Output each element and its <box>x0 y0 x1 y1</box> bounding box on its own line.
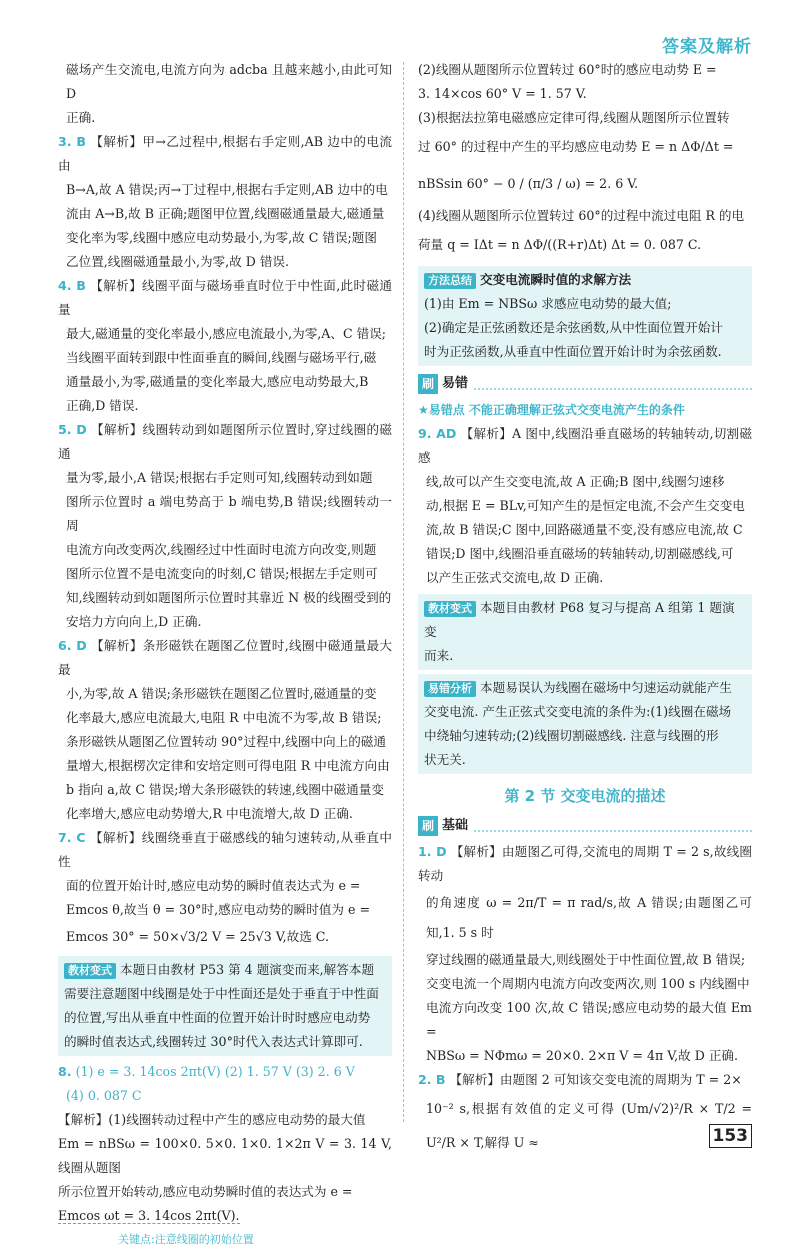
text-line: 荷量 q = IΔt = n ΔΦ/((R+r)Δt) Δt = 0. 087 C. <box>418 237 702 252</box>
text-line: (2)确定是正弦函数还是余弦函数,从中性面位置开始计 <box>424 320 723 335</box>
text-line: 【解析】A 图中,线圈沿垂直磁场的转轴转动,切割磁感 <box>418 426 752 465</box>
answer-summary: (4) 0. 087 C <box>66 1088 142 1103</box>
text-line: 通量最小,为零,磁通量的变化率最大,感应电动势最大,B <box>66 374 369 389</box>
method-summary-box <box>418 266 752 366</box>
text-line: 穿过线圈的磁通量最大,则线圈处于中性面位置,故 B 错误; <box>426 952 746 967</box>
text-line: 【解析】甲→乙过程中,根据右手定则,AB 边中的电流由 <box>58 134 392 173</box>
text-line: Emcos 30° = 50×√3/2 V = 25√3 V,故选 C. <box>66 929 329 944</box>
text-line: 化率增大,感应电动势增大,R 中电流增大,故 D 正确. <box>66 806 353 821</box>
answer-number: 6. D <box>58 638 87 653</box>
text-line: 正确,D 错误. <box>66 398 139 413</box>
text-line: 中绕轴匀速转动;(2)线圈切割磁感线. 注意与线圈的形 <box>424 728 719 743</box>
text-line: 流由 A→B,故 B 正确;题图甲位置,线圈磁通量最大,磁通量 <box>66 206 385 221</box>
column-divider <box>403 62 404 1122</box>
dotted-rule <box>474 820 752 832</box>
text-line: 条形磁铁从题图乙位置转动 90°过程中,线圈中向上的磁通 <box>66 734 386 749</box>
answer-4 <box>58 274 392 418</box>
text-line: 电流方向改变 100 次,故 C 错误;感应电动势的最大值 Em = <box>426 1000 752 1039</box>
page-number: 153 <box>709 1124 753 1148</box>
text-line: 错误;D 图中,线圈沿垂直磁场的转轴转动,切割磁感线,可 <box>426 546 734 561</box>
text-line: 【解析】线圈平面与磁场垂直时位于中性面,此时磁通量 <box>58 278 392 317</box>
text-line: 最大,磁通量的变化率最小,感应电流最小,为零,A、C 错误; <box>66 326 387 341</box>
text-line: 量为零,最小,A 错误;根据右手定则可知,线圈转动到如题 <box>66 470 373 485</box>
text-line: 10⁻² s,根据有效值的定义可得 (Um/√2)²/R × T/2 = U²/R × T,解得 U ≈ <box>426 1101 752 1150</box>
section-badge: 刷 <box>418 816 438 836</box>
section-badge: 刷 <box>418 374 438 394</box>
text-line: 磁场产生交流电,电流方向为 adcba 且越来越小,由此可知 D <box>66 62 392 101</box>
header-title: 答案及解析 <box>662 37 752 57</box>
text-line: (1)由 Em = NBSω 求感应电动势的最大值; <box>424 296 672 311</box>
text-line: 面的位置开始计时,感应电动势的瞬时值表达式为 e = <box>66 878 361 893</box>
text-line: 本题目由教材 P68 复习与提高 A 组第 1 题演变 <box>424 600 735 639</box>
text-line: 正确. <box>66 110 96 125</box>
text-line: nBSsin 60° − 0 / (π/3 / ω) = 2. 6 V. <box>418 176 639 191</box>
box-tag: 教材变式 <box>64 963 116 979</box>
text-line: 的位置,写出从垂直中性面的位置开始计时时感应电动势 <box>64 1010 371 1025</box>
text-line: 本题易误认为线圈在磁场中匀速运动就能产生 <box>480 680 732 695</box>
text-line: 电流方向改变两次,线圈经过中性面时电流方向改变,则题 <box>66 542 377 557</box>
text-line: 本题日由教材 P53 第 4 题演变而来,解答本题 <box>120 962 375 977</box>
text-line: 的瞬时值表达式,线圈转过 30°时代入表达式计算即可. <box>64 1034 363 1049</box>
text-line: 安培力方向向上,D 正确. <box>66 614 202 629</box>
text-line: 变化率为零,线圈中感应电动势最小,为零,故 C 错误;题图 <box>66 230 377 245</box>
text-line: 图所示位置时 a 端电势高于 b 端电势,B 错误;线圈转动一周 <box>66 494 392 533</box>
answer-number: 1. D <box>418 844 447 859</box>
text-line: 【解析】线圈转动到如题图所示位置时,穿过线圈的磁通 <box>58 422 392 461</box>
text-line: 而来. <box>424 648 454 663</box>
text-line: 过 60° 的过程中产生的平均感应电动势 E = n ΔΦ/Δt = <box>418 139 734 154</box>
box-title: 交变电流瞬时值的求解方法 <box>480 272 632 287</box>
mistake-analysis-box <box>418 674 752 774</box>
answer-number: 7. C <box>58 830 86 845</box>
text-line: 交变电流. 产生正弦式交变电流的条件为:(1)线圈在磁场 <box>424 704 732 719</box>
text-line: (3)根据法拉第电磁感应定律可得,线圈从题图所示位置转 <box>418 110 730 125</box>
text-line: 需要注意题图中线圈是处于中性面还是处于垂直于中性面 <box>64 986 379 1001</box>
answer-3 <box>58 130 392 274</box>
text-line: 线,故可以产生交变电流,故 A 正确;B 图中,线圈匀速移 <box>426 474 725 489</box>
answer-6 <box>58 634 392 826</box>
text-line: 交变电流一个周期内电流方向改变两次,则 100 s 内线圈中 <box>426 976 750 991</box>
text-line: 流,故 B 错误;C 图中,回路磁通量不变,没有感应电流,故 C <box>426 522 743 537</box>
answer-5 <box>58 418 392 634</box>
answer-number: 2. B <box>418 1072 446 1087</box>
text-line: 的角速度 ω = 2π/T = π rad/s,故 A 错误;由题图乙可知,1. 5 s 时 <box>426 895 752 940</box>
text-line: 以产生正弦式交流电,故 D 正确. <box>426 570 604 585</box>
answer-summary: (1) e = 3. 14cos 2πt(V) (2) 1. 57 V (3) 2. 6 V <box>75 1064 355 1079</box>
answer-number: 5. D <box>58 422 87 437</box>
right-column <box>418 58 752 1160</box>
text-line: 时为正弦函数,从垂直中性面位置开始计时为余弦函数. <box>424 344 722 359</box>
answer-1 <box>418 840 752 1068</box>
text-line: B→A,故 A 错误;丙→丁过程中,根据右手定则,AB 边中的电 <box>66 182 388 197</box>
text-line: 动,根据 E = BLv,可知产生的是恒定电流,不会产生交变电 <box>426 498 745 513</box>
text-line: (4)线圈从题图所示位置转过 60°的过程中流过电阻 R 的电 <box>418 208 745 223</box>
text-line: 【解析】由题图乙可得,交流电的周期 T = 2 s,故线圈转动 <box>418 844 752 883</box>
text-line: b 指向 a,故 C 错误;增大条形磁铁的转速,线圈中磁通量变 <box>66 782 384 797</box>
section-title: 易错 <box>442 376 469 391</box>
answer-7 <box>58 826 392 952</box>
textbook-variant-box <box>58 956 392 1056</box>
text-line: (2)线圈从题图所示位置转过 60°时的感应电动势 E = <box>418 62 717 77</box>
text-line: 【解析】(1)线圈转动过程中产生的感应电动势的最大值 <box>58 1112 366 1127</box>
text-line: 图所示位置不是电流变向的时刻,C 错误;根据左手定则可 <box>66 566 378 581</box>
section-header-mistakes <box>418 372 752 396</box>
answer-2 <box>418 1068 752 1160</box>
text-line: 状无关. <box>424 752 466 767</box>
answer-number: 3. B <box>58 134 86 149</box>
text-line: Em = nBSω = 100×0. 5×0. 1×0. 1×2π V = 3. 14 V,线圈从题图 <box>58 1136 392 1175</box>
text-line: 化率最大,感应电流最大,电阻 R 中电流不为零,故 B 错误; <box>66 710 382 725</box>
answer-number: 8. <box>58 1064 72 1079</box>
chapter-title: 第 2 节 交变电流的描述 <box>504 787 666 805</box>
text-line: 【解析】条形磁铁在题图乙位置时,线圈中磁通量最大最 <box>58 638 392 677</box>
textbook-variant-box <box>418 594 752 670</box>
text-line: 知,线圈转动到如题图所示位置时其靠近 N 极的线圈受到的 <box>66 590 392 605</box>
text-line: 所示位置开始转动,感应电动势瞬时值的表达式为 e = <box>58 1184 353 1199</box>
text-line: 量增大,根据楞次定律和安培定则可得电阻 R 中电流方向由 <box>66 758 390 773</box>
text-line: Emcos ωt = 3. 14cos 2πt(V). <box>58 1208 240 1223</box>
text-line: 小,为零,故 A 错误;条形磁铁在题图乙位置时,磁通量的变 <box>66 686 377 701</box>
text-line: Emcos θ,故当 θ = 30°时,感应电动势的瞬时值为 e = <box>66 902 371 917</box>
section-header-basics <box>418 814 752 838</box>
dotted-rule <box>474 378 752 390</box>
text-line: 当线圈平面转到跟中性面垂直的瞬间,线圈与磁场平行,磁 <box>66 350 377 365</box>
left-column <box>58 58 392 1252</box>
text-line: 乙位置,线圈磁通量最小,为零,故 D 错误. <box>66 254 290 269</box>
text-line: 3. 14×cos 60° V = 1. 57 V. <box>418 86 587 101</box>
answer-number: 9. AD <box>418 426 457 441</box>
text-line: 【解析】由题图 2 可知该交变电流的周期为 T = 2× <box>449 1072 742 1087</box>
answer-9 <box>418 422 752 590</box>
answer-8 <box>58 1060 392 1252</box>
box-tag: 教材变式 <box>424 601 476 617</box>
text-line: 【解析】线圈绕垂直于磁感线的轴匀速转动,从垂直中性 <box>58 830 392 869</box>
text-line: NBSω = NΦmω = 20×0. 2×π V = 4π V,故 D 正确. <box>426 1048 739 1063</box>
answer-number: 4. B <box>58 278 86 293</box>
key-point-note: 关键点:注意线圈的初始位置 <box>118 1233 254 1246</box>
section-title: 基础 <box>442 818 469 833</box>
mistake-point: ★易错点 不能正确理解正弦式交变电流产生的条件 <box>418 403 685 417</box>
box-tag: 方法总结 <box>424 273 476 289</box>
box-tag: 易错分析 <box>424 681 476 697</box>
